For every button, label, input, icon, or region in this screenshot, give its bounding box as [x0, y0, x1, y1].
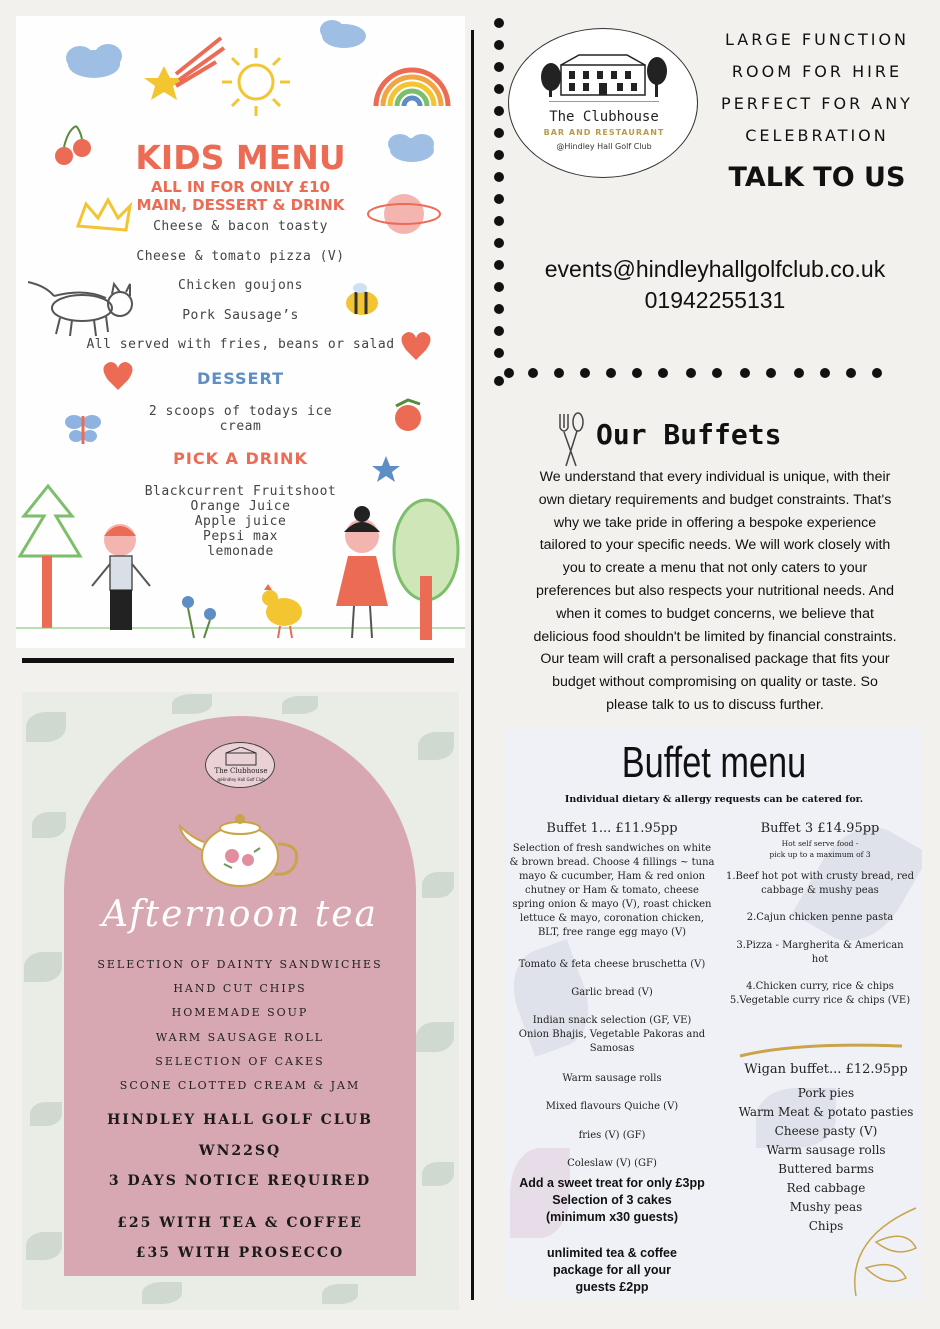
logo-location: @Hindley Hall Golf Club — [556, 142, 652, 151]
tea-menu-item: SELECTION OF CAKES — [155, 1055, 325, 1068]
wigan-item: Buttered barms — [778, 1162, 874, 1176]
buffet1-item: Garlic bread (V) — [571, 987, 653, 998]
tea-coffee-offer: unlimited tea & coffee package for all your guests £2pp — [547, 1246, 677, 1294]
contact-phone[interactable]: 01942255131 — [644, 287, 786, 313]
our-buffets-description — [510, 466, 920, 717]
teapot-icon — [172, 804, 308, 894]
promo-line: CELEBRATION — [745, 126, 889, 145]
afternoon-tea-poster — [22, 692, 459, 1310]
wigan-item: Pork pies — [797, 1086, 855, 1100]
tea-price-tea: £25 WITH TEA & COFFEE — [117, 1215, 363, 1231]
clubhouse-building-icon — [539, 51, 669, 99]
buffet1-item: Coleslaw (V) (GF) — [567, 1158, 657, 1169]
kids-main-item: Cheese & bacon toasty — [153, 219, 328, 234]
kids-dessert-heading: DESSERT — [197, 369, 284, 388]
tea-menu-item: HOMEMADE SOUP — [171, 1006, 309, 1019]
tea-price-prosecco: £35 WITH PROSECCO — [135, 1245, 345, 1261]
buffet1-item: Mixed flavours Quiche (V) — [545, 1101, 679, 1112]
kids-drink-heading: PICK A DRINK — [173, 449, 308, 468]
buffet1-indian-snacks: Indian snack selection (GF, VE) Onion Bhajis, Vegetable Pakoras and Samosas — [518, 1015, 706, 1054]
description-line: please talk to us to discuss further. — [606, 696, 824, 713]
kids-main-item: Cheese & tomato pizza (V) — [136, 249, 345, 264]
description-line: We understand that every individual is unique, with their — [539, 469, 891, 485]
buffet1-sandwiches: Selection of fresh sandwiches on white & brown bread. Choose 4 fillings ~ tuna mayo & cucumber, Ham & red onion chutney or Ham & tomato, cheese spring onion & mayo (V), roast chicken lettuce & mayo, coronation chicken, BLT, free range egg mayo (V) — [509, 843, 715, 938]
description-line: when it comes to budget concerns, we believe that — [556, 605, 874, 622]
gold-swash-icon — [736, 1038, 906, 1058]
wigan-item: Warm Meat & potato pasties — [738, 1105, 914, 1119]
kids-drink-item: Blackcurrent Fruitshoot — [144, 484, 337, 499]
contact-email[interactable]: events@hindleyhallgolfclub.co.uk — [544, 256, 886, 282]
clubhouse-building-icon — [206, 747, 276, 767]
clubhouse-logo — [508, 28, 698, 178]
promo-line: PERFECT FOR ANY — [721, 94, 913, 113]
tea-notice: 3 DAYS NOTICE REQUIRED — [108, 1173, 372, 1189]
description-line: delicious food shouldn't be limited by financial constraints. — [533, 628, 897, 645]
kids-drink-item: Apple juice — [194, 514, 287, 529]
kids-main-item: Chicken goujons — [178, 278, 303, 293]
tea-menu-item: HAND CUT CHIPS — [173, 982, 307, 995]
buffet3-option: 5.Vegetable curry rice & chips (VE) — [729, 995, 911, 1006]
kids-sides-note: All served with fries, beans or salad — [86, 337, 395, 352]
wigan-item: Mushy peas — [789, 1200, 863, 1214]
buffet-menu-title: Buffet menu — [621, 738, 807, 787]
buffet3-option: 3.Pizza - Margherita & American hot — [736, 940, 904, 965]
kids-menu-deal: MAIN, DESSERT & DRINK — [136, 196, 345, 214]
wigan-buffet-heading: Wigan buffet... £12.95pp — [744, 1062, 908, 1077]
buffet1-item: Tomato & feta cheese bruschetta (V) — [518, 959, 706, 970]
tea-menu-item: SCONE CLOTTED CREAM & JAM — [119, 1079, 361, 1092]
wigan-item: Red cabbage — [786, 1181, 866, 1195]
description-line: you to create a menu that not only caters to your — [562, 560, 868, 577]
tea-arch-panel — [64, 716, 416, 1276]
wigan-item: Chips — [808, 1219, 844, 1233]
wigan-item: Cheese pasty (V) — [774, 1124, 878, 1138]
description-line: own dietary requirements and budget constraints. That's — [538, 491, 892, 508]
tea-postcode: WN22SQ — [198, 1143, 282, 1159]
kids-drink-item: Pepsi max — [203, 529, 278, 544]
logo-tagline: BAR AND RESTAURANT — [543, 128, 665, 137]
buffet-menu-poster — [506, 728, 922, 1300]
kids-menu-poster — [16, 16, 465, 648]
wigan-item: Warm sausage rolls — [766, 1143, 886, 1157]
description-line: why we take pride in offering a bespoke experience — [553, 514, 877, 531]
buffet3-option: 1.Beef hot pot with crusty bread, red cabbage & mushy peas — [726, 871, 914, 896]
tea-logo-name: The Clubhouse — [214, 767, 268, 775]
talk-to-us-heading: TALK TO US — [728, 162, 906, 193]
description-line: Our team will craft a personalised package that fits your — [540, 651, 890, 668]
promo-line: LARGE FUNCTION — [724, 30, 910, 49]
buffet3-option: 2.Cajun chicken penne pasta — [746, 912, 894, 923]
tea-menu-item: SELECTION OF DAINTY SANDWICHES — [97, 958, 383, 971]
buffet1-item: fries (V) (GF) — [578, 1130, 646, 1141]
tea-menu-item: WARM SAUSAGE ROLL — [155, 1031, 325, 1044]
promo-line: ROOM FOR HIRE — [731, 62, 903, 81]
description-line: preferences but also respects your nutritional needs. And — [535, 582, 895, 599]
kids-dessert-item: 2 scoops of todays ice — [148, 404, 333, 419]
cutlery-icon — [550, 410, 590, 470]
buffet3-option: 4.Chicken curry, rice & chips — [746, 981, 894, 992]
sweet-treat-offer: Add a sweet treat for only £3pp Selection of 3 cakes (minimum x30 guests) — [519, 1176, 705, 1224]
tea-venue: HINDLEY HALL GOLF CLUB — [107, 1112, 373, 1128]
kids-drink-item: Orange Juice — [190, 499, 291, 514]
buffet1-item: Warm sausage rolls — [562, 1073, 662, 1084]
dietary-note: Individual dietary & allergy requests can be catered for. — [564, 794, 864, 805]
afternoon-tea-title: Afternoon tea — [101, 894, 379, 935]
left-divider — [22, 658, 454, 663]
buffet3-subtitle: Hot self serve food - pick up to a maximum of 3 — [769, 839, 871, 859]
tea-logo-sub: @Hindley Hall Golf Club — [217, 777, 265, 782]
buffet1-heading: Buffet 1... £11.95pp — [546, 821, 678, 836]
kids-dessert-item: cream — [219, 419, 262, 434]
tea-logo — [205, 742, 275, 788]
column-divider — [471, 30, 474, 1300]
buffet3-heading: Buffet 3 £14.95pp — [760, 821, 880, 836]
description-line: budget without compromising on quality or taste. So — [552, 674, 878, 691]
description-line: tailored to your specific needs. We will work closely with — [539, 537, 891, 554]
kids-drink-item: lemonade — [207, 544, 274, 559]
kids-menu-price: ALL IN FOR ONLY £10 — [151, 178, 330, 196]
our-buffets-title: Our Buffets — [596, 418, 782, 451]
kids-menu-title: KIDS MENU — [135, 138, 346, 177]
kids-main-item: Pork Sausage’s — [182, 308, 299, 323]
logo-name: The Clubhouse — [549, 109, 659, 125]
